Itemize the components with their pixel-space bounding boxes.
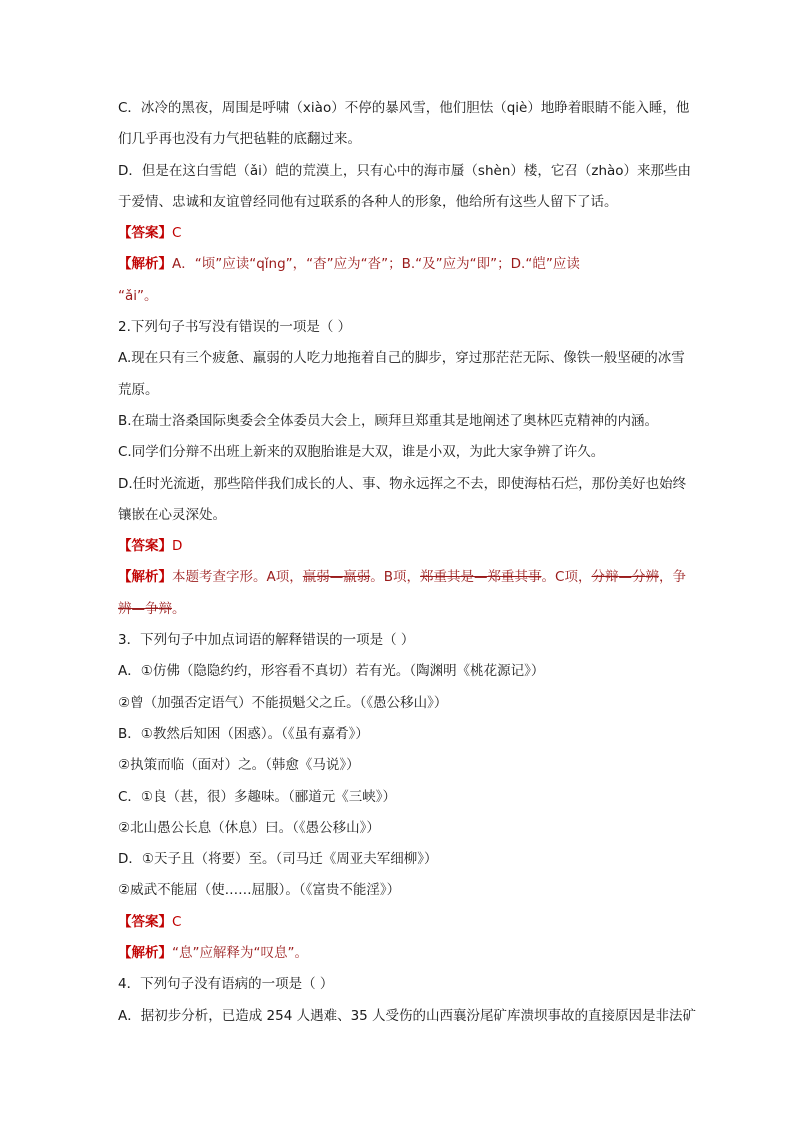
q3-option-a-2: ②曾（加强否定语气）不能损魁父之丘。（《愚公移山》）	[118, 694, 448, 711]
q3-stem: 3．下列句子中加点词语的解释错误的一项是（ ）	[118, 632, 415, 649]
answer-tag: 【答案】	[118, 225, 172, 242]
q2-option-c: C.同学们分辩不出班上新来的双胞胎谁是大双，谁是小双，为此大家争辨了许久。	[118, 444, 605, 461]
q3-option-a-1: A．①仿佛（隐隐约约，形容看不真切）若有光。（陶渊明《桃花源记》）	[118, 663, 545, 680]
q2-answer	[118, 531, 718, 562]
analysis-tag: 【解析】	[118, 569, 172, 586]
analysis-text: 本题考查字形。A项，	[172, 569, 303, 586]
answer-value: C	[172, 913, 182, 930]
q3-option-c-1: C．①良（甚，很）多趣味。（郦道元《三峡》）	[118, 788, 397, 805]
correction-c-cont: 辨—争辩	[118, 600, 172, 617]
analysis-text: “息”应解释为“叹息”。	[172, 945, 308, 962]
analysis-text: A．“顷”应读“qǐng”，“杳”应为“沓”；B.“及”应为“即”；D.“皑”应读	[172, 256, 580, 273]
q1-option-d-line-1: D．但是在这白雪皑（ǎi）皑的荒漠上，只有心中的海市蜃（shèn）楼，它召（zhào）来那些由	[118, 162, 692, 179]
q2-option-a-line-2: 荒原。	[118, 381, 159, 398]
q1-option-c-line-2: 们几乎再也没有力气把毡鞋的底翻过来。	[118, 131, 361, 148]
q3-option-b-1: B．①教然后知困（困惑）。（《虽有嘉肴》）	[118, 725, 369, 742]
q1-option-d-line-2: 于爱情、忠诚和友谊曾经同他有过联系的各种人的形象，他给所有这些人留下了话。	[118, 193, 618, 210]
q3-option-d-2: ②威武不能屈（使……屈服）。（《富贵不能淫》）	[118, 882, 401, 899]
q2-option-b: B.在瑞士洛桑国际奥委会全体委员大会上，顾拜旦郑重其是地阐述了奥林匹克精神的内涵。	[118, 412, 659, 429]
q3-option-d-1: D．①天子且（将要）至。（司马迁《周亚夫军细柳》）	[118, 851, 438, 868]
q3-option-b-2: ②执策而临（面对）之。（韩愈《马说》）	[118, 757, 360, 774]
q1-analysis-line-1	[118, 249, 718, 280]
q2-option-a-line-1: A.现在只有三个疲惫、羸弱的人吃力地拖着自己的脚步，穿过那茫茫无际、像铁一般坚硬的冰雪	[118, 350, 685, 367]
analysis-tag: 【解析】	[118, 945, 172, 962]
analysis-text: ，争	[658, 569, 686, 586]
correction-b: 郑重其是—郑重其事	[420, 569, 542, 586]
answer-value: C	[172, 225, 182, 242]
q1-option-c-line-1: C．冰冷的黑夜，周围是呼啸（xiào）不停的暴风雪，他们胆怯（qiè）地睁着眼睛不能入睡，他	[118, 100, 690, 116]
q2-stem: 2.下列句子书写没有错误的一项是（ ）	[118, 319, 352, 336]
correction-a: 羸弱—羸弱	[302, 569, 371, 586]
analysis-text: 。B项，	[370, 569, 421, 586]
q2-analysis-line-2	[118, 594, 718, 625]
answer-tag: 【答案】	[118, 913, 172, 930]
correction-c: 分辩—分辨	[591, 569, 659, 586]
analysis-text: 。C项，	[541, 569, 592, 586]
q2-option-d-line-1: D.任时光流逝，那些陪伴我们成长的人、事、物永远挥之不去，即使海枯石烂，那份美好也始终	[118, 475, 687, 492]
q4-stem: 4．下列句子没有语病的一项是（ ）	[118, 976, 334, 993]
analysis-text: 。	[172, 600, 186, 617]
q1-analysis-line-2: “ǎi”。	[118, 287, 158, 304]
q3-option-c-2: ②北山愚公长息（休息）曰。（《愚公移山》）	[118, 819, 380, 836]
q2-analysis-line-1	[118, 562, 718, 593]
analysis-tag: 【解析】	[118, 256, 172, 273]
q1-answer	[118, 218, 718, 249]
q3-analysis	[118, 938, 718, 969]
q2-option-d-line-2: 镶嵌在心灵深处。	[118, 506, 226, 523]
answer-value: D	[172, 538, 183, 555]
q3-answer	[118, 907, 718, 938]
answer-tag: 【答案】	[118, 538, 172, 555]
document-page	[118, 93, 718, 1032]
q4-option-a-line-1: A．据初步分析，已造成 254 人遇难、35 人受伤的山西襄汾尾矿库溃坝事故的直接原因是非法矿	[118, 1007, 697, 1024]
